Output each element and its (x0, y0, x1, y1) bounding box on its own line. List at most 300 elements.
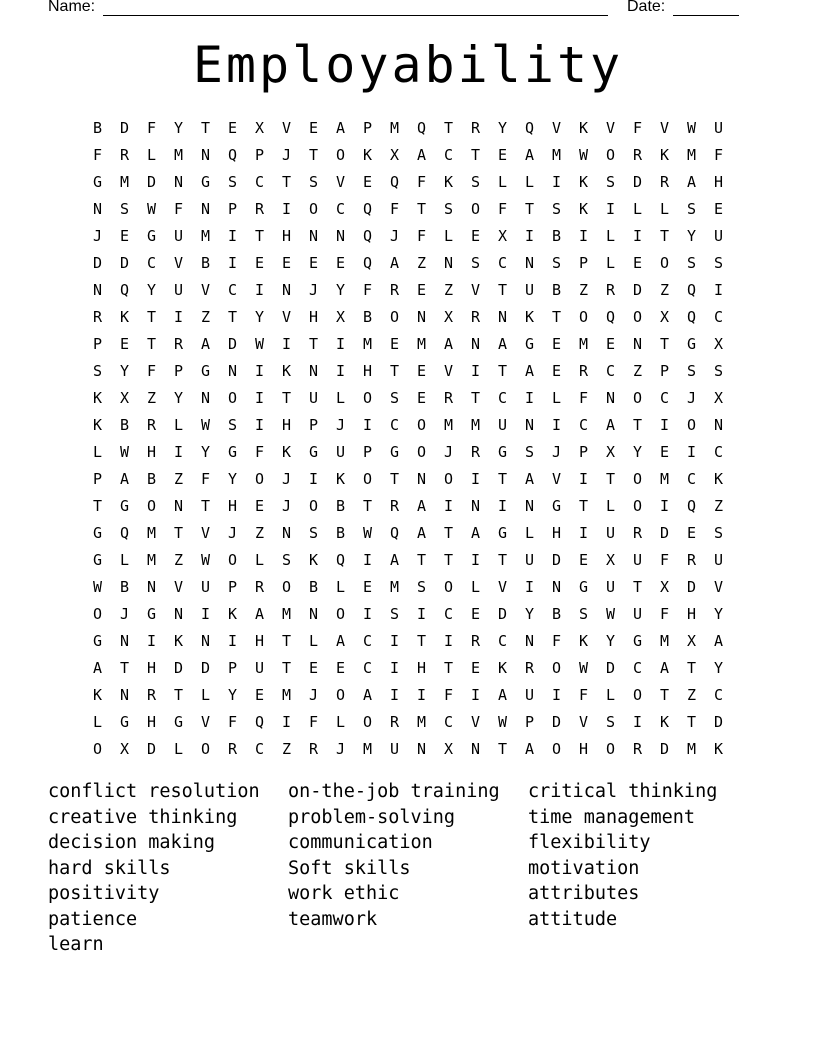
grid-row (84, 357, 732, 384)
grid-letter: A (335, 631, 346, 650)
grid-letter: F (254, 442, 265, 461)
grid-letter: H (146, 442, 157, 461)
grid-row (84, 141, 732, 168)
grid-letter: Q (389, 172, 400, 191)
grid-letter: Q (254, 712, 265, 731)
grid-letter: F (227, 712, 238, 731)
grid-letter: I (173, 307, 184, 326)
grid-letter: O (92, 604, 103, 623)
grid-letter: R (146, 415, 157, 434)
grid-letter: N (92, 199, 103, 218)
grid-letter: I (632, 712, 643, 731)
grid-letter: R (605, 280, 616, 299)
grid-letter: I (281, 712, 292, 731)
grid-letter: F (659, 550, 670, 569)
grid-letter: L (335, 388, 346, 407)
grid-letter: H (308, 307, 319, 326)
grid-letter: W (119, 442, 130, 461)
grid-letter: Y (200, 442, 211, 461)
grid-letter: A (254, 604, 265, 623)
grid-letter: F (92, 145, 103, 164)
grid-letter: W (362, 523, 373, 542)
grid-letter: L (92, 442, 103, 461)
grid-letter: D (146, 172, 157, 191)
grid-letter: I (470, 685, 481, 704)
grid-letter: I (443, 631, 454, 650)
grid-letter: D (119, 118, 130, 137)
grid-letter: I (686, 442, 697, 461)
grid-letter: N (713, 415, 724, 434)
grid-letter: S (686, 253, 697, 272)
grid-letter: D (659, 523, 670, 542)
grid-letter: O (308, 199, 319, 218)
grid-letter: S (686, 361, 697, 380)
grid-letter: T (524, 199, 535, 218)
grid-letter: H (362, 361, 373, 380)
grid-letter: L (605, 685, 616, 704)
grid-letter: M (389, 118, 400, 137)
grid-letter: U (200, 577, 211, 596)
grid-letter: Z (254, 523, 265, 542)
grid-letter: H (686, 604, 697, 623)
grid-letter: L (470, 577, 481, 596)
grid-letter: M (146, 550, 157, 569)
grid-letter: I (416, 604, 427, 623)
grid-letter: E (497, 145, 508, 164)
grid-letter: O (335, 604, 346, 623)
grid-letter: R (227, 739, 238, 758)
grid-row (84, 438, 732, 465)
grid-letter: R (470, 442, 481, 461)
grid-letter: Q (119, 280, 130, 299)
grid-letter: D (659, 739, 670, 758)
grid-letter: T (686, 658, 697, 677)
grid-row (84, 168, 732, 195)
grid-letter: O (362, 388, 373, 407)
grid-letter: H (254, 631, 265, 650)
grid-letter: R (119, 145, 130, 164)
grid-letter: D (200, 658, 211, 677)
grid-letter: I (470, 469, 481, 488)
grid-letter: U (254, 658, 265, 677)
grid-letter: T (308, 145, 319, 164)
grid-letter: N (335, 226, 346, 245)
grid-letter: U (713, 226, 724, 245)
grid-letter: V (497, 577, 508, 596)
grid-letter: T (227, 307, 238, 326)
grid-letter: O (632, 469, 643, 488)
grid-letter: W (686, 118, 697, 137)
grid-letter: E (254, 253, 265, 272)
grid-row (84, 195, 732, 222)
grid-letter: V (659, 118, 670, 137)
grid-letter: I (578, 226, 589, 245)
grid-letter: E (254, 496, 265, 515)
grid-letter: O (416, 415, 427, 434)
grid-letter: U (524, 550, 535, 569)
grid-letter: K (92, 388, 103, 407)
grid-letter: F (713, 145, 724, 164)
grid-letter: G (146, 226, 157, 245)
grid-letter: E (362, 577, 373, 596)
grid-letter: K (281, 442, 292, 461)
grid-letter: Z (173, 469, 184, 488)
grid-letter: N (443, 253, 454, 272)
grid-letter: J (227, 523, 238, 542)
grid-letter: H (551, 523, 562, 542)
grid-letter: R (389, 712, 400, 731)
grid-letter: N (524, 496, 535, 515)
grid-letter: N (227, 361, 238, 380)
grid-letter: H (227, 496, 238, 515)
grid-letter: T (200, 118, 211, 137)
grid-letter: T (497, 469, 508, 488)
grid-letter: E (605, 334, 616, 353)
grid-letter: I (362, 550, 373, 569)
grid-letter: S (227, 415, 238, 434)
grid-letter: I (146, 631, 157, 650)
grid-letter: I (551, 172, 562, 191)
grid-letter: C (254, 172, 265, 191)
word-bank-item: attributes (528, 883, 640, 904)
grid-letter: Z (686, 685, 697, 704)
grid-letter: B (119, 577, 130, 596)
grid-letter: T (362, 496, 373, 515)
grid-letter: O (605, 145, 616, 164)
grid-letter: S (551, 253, 562, 272)
grid-letter: N (524, 415, 535, 434)
grid-letter: C (713, 442, 724, 461)
grid-letter: L (524, 523, 535, 542)
grid-letter: C (254, 739, 265, 758)
grid-letter: G (200, 361, 211, 380)
word-bank-item: time management (528, 806, 696, 828)
grid-letter: F (416, 172, 427, 191)
grid-letter: O (443, 469, 454, 488)
word-bank-item: hard skills (48, 857, 171, 879)
grid-letter: M (443, 415, 454, 434)
grid-letter: I (389, 685, 400, 704)
grid-letter: N (173, 172, 184, 191)
grid-letter: Q (227, 145, 238, 164)
grid-letter: E (308, 658, 319, 677)
grid-letter: T (146, 307, 157, 326)
grid-letter: U (173, 226, 184, 245)
grid-letter: O (308, 496, 319, 515)
word-bank-item: attitude (528, 908, 618, 930)
grid-letter: O (578, 307, 589, 326)
grid-letter: Y (146, 280, 157, 299)
grid-letter: D (713, 712, 724, 731)
grid-letter: I (443, 496, 454, 515)
word-bank (48, 779, 768, 958)
grid-letter: C (686, 469, 697, 488)
grid-letter: E (551, 334, 562, 353)
grid-letter: J (92, 226, 103, 245)
grid-letter: C (443, 712, 454, 731)
grid-letter: T (416, 550, 427, 569)
grid-letter: I (578, 523, 589, 542)
grid-letter: X (254, 118, 265, 137)
grid-letter: I (524, 388, 535, 407)
header (48, 0, 748, 20)
grid-letter: V (281, 118, 292, 137)
grid-letter: B (92, 118, 103, 137)
grid-letter: Z (173, 550, 184, 569)
grid-letter: V (443, 361, 454, 380)
grid-letter: F (578, 388, 589, 407)
grid-letter: S (308, 523, 319, 542)
grid-letter: D (551, 712, 562, 731)
grid-letter: F (659, 604, 670, 623)
grid-letter: J (686, 388, 697, 407)
grid-letter: Q (686, 496, 697, 515)
grid-letter: I (227, 226, 238, 245)
grid-letter: K (578, 199, 589, 218)
grid-letter: O (281, 577, 292, 596)
grid-letter: E (389, 334, 400, 353)
grid-letter: J (335, 739, 346, 758)
grid-row (84, 627, 732, 654)
word-bank-item: creative thinking (48, 806, 238, 828)
grid-letter: L (335, 577, 346, 596)
grid-letter: U (389, 739, 400, 758)
grid-letter: R (578, 361, 589, 380)
grid-letter: V (551, 469, 562, 488)
grid-letter: P (92, 334, 103, 353)
grid-row (84, 600, 732, 627)
grid-letter: S (686, 199, 697, 218)
grid-row (84, 546, 732, 573)
grid-letter: K (578, 172, 589, 191)
grid-letter: I (605, 199, 616, 218)
grid-letter: N (146, 577, 157, 596)
grid-letter: S (389, 388, 400, 407)
grid-letter: N (416, 307, 427, 326)
grid-row (84, 573, 732, 600)
grid-letter: R (254, 199, 265, 218)
grid-letter: G (578, 577, 589, 596)
grid-letter: R (308, 739, 319, 758)
grid-letter: W (200, 550, 211, 569)
grid-letter: O (443, 577, 454, 596)
grid-letter: G (551, 496, 562, 515)
grid-letter: F (578, 685, 589, 704)
grid-letter: T (119, 658, 130, 677)
grid-letter: I (524, 577, 535, 596)
grid-letter: A (200, 334, 211, 353)
grid-letter: D (146, 739, 157, 758)
grid-letter: T (632, 577, 643, 596)
grid-letter: H (281, 226, 292, 245)
grid-letter: L (497, 172, 508, 191)
grid-letter: M (686, 145, 697, 164)
grid-letter: Z (281, 739, 292, 758)
grid-letter: W (146, 199, 157, 218)
word-bank-item: on-the-job training (288, 781, 500, 802)
grid-letter: A (524, 739, 535, 758)
grid-letter: A (92, 658, 103, 677)
word-search-grid (84, 114, 732, 762)
grid-letter: T (659, 334, 670, 353)
grid-letter: N (551, 577, 562, 596)
grid-letter: T (281, 388, 292, 407)
grid-letter: C (443, 145, 454, 164)
grid-letter: E (686, 523, 697, 542)
grid-letter: R (389, 496, 400, 515)
word-bank-column (48, 779, 288, 958)
date-blank-line[interactable] (673, 15, 739, 16)
grid-letter: W (92, 577, 103, 596)
grid-letter: L (632, 199, 643, 218)
grid-letter: A (119, 469, 130, 488)
grid-letter: O (335, 145, 346, 164)
grid-letter: K (713, 469, 724, 488)
grid-letter: T (254, 226, 265, 245)
grid-letter: T (497, 361, 508, 380)
grid-letter: M (200, 226, 211, 245)
word-bank-item: work ethic (288, 883, 400, 904)
grid-row (84, 654, 732, 681)
grid-letter: Y (335, 280, 346, 299)
grid-letter: J (308, 280, 319, 299)
grid-letter: O (335, 685, 346, 704)
grid-letter: L (605, 226, 616, 245)
grid-letter: K (92, 415, 103, 434)
grid-letter: I (713, 280, 724, 299)
grid-letter: O (227, 388, 238, 407)
grid-letter: O (362, 469, 373, 488)
grid-letter: O (227, 550, 238, 569)
grid-letter: L (146, 145, 157, 164)
grid-letter: R (146, 685, 157, 704)
grid-letter: U (335, 442, 346, 461)
grid-letter: O (389, 307, 400, 326)
grid-letter: V (173, 253, 184, 272)
grid-letter: I (173, 442, 184, 461)
grid-letter: N (173, 604, 184, 623)
grid-letter: T (497, 550, 508, 569)
grid-letter: U (605, 523, 616, 542)
grid-row (84, 492, 732, 519)
grid-letter: N (200, 631, 211, 650)
grid-letter: E (551, 361, 562, 380)
grid-letter: D (92, 253, 103, 272)
grid-letter: D (605, 658, 616, 677)
grid-letter: Y (173, 388, 184, 407)
grid-letter: L (254, 550, 265, 569)
grid-letter: I (497, 496, 508, 515)
grid-letter: F (416, 226, 427, 245)
grid-letter: O (200, 739, 211, 758)
grid-letter: Q (605, 307, 616, 326)
grid-letter: G (389, 442, 400, 461)
grid-row (84, 222, 732, 249)
grid-letter: X (713, 334, 724, 353)
grid-letter: N (281, 280, 292, 299)
name-blank-line[interactable] (103, 15, 608, 16)
grid-letter: Y (632, 442, 643, 461)
grid-letter: N (632, 334, 643, 353)
word-bank-item: positivity (48, 883, 160, 904)
grid-letter: E (416, 388, 427, 407)
grid-letter: I (254, 280, 265, 299)
grid-letter: G (227, 442, 238, 461)
grid-letter: I (335, 334, 346, 353)
grid-letter: V (335, 172, 346, 191)
grid-letter: B (146, 469, 157, 488)
grid-letter: Z (146, 388, 157, 407)
grid-row (84, 249, 732, 276)
grid-letter: L (92, 712, 103, 731)
grid-letter: L (605, 253, 616, 272)
grid-row (84, 681, 732, 708)
grid-letter: G (173, 712, 184, 731)
grid-row (84, 519, 732, 546)
grid-letter: H (146, 658, 157, 677)
grid-letter: U (632, 604, 643, 623)
grid-letter: E (470, 658, 481, 677)
grid-letter: N (200, 145, 211, 164)
grid-letter: X (119, 388, 130, 407)
grid-row (84, 330, 732, 357)
grid-letter: M (470, 415, 481, 434)
grid-letter: T (578, 496, 589, 515)
grid-letter: Q (362, 226, 373, 245)
grid-letter: W (578, 145, 589, 164)
grid-letter: S (470, 253, 481, 272)
grid-letter: R (470, 631, 481, 650)
grid-letter: T (389, 469, 400, 488)
grid-letter: S (281, 550, 292, 569)
grid-letter: P (173, 361, 184, 380)
grid-letter: C (497, 631, 508, 650)
grid-letter: R (173, 334, 184, 353)
grid-letter: N (524, 631, 535, 650)
grid-letter: R (254, 577, 265, 596)
grid-letter: E (308, 253, 319, 272)
grid-letter: N (308, 226, 319, 245)
grid-letter: R (470, 118, 481, 137)
grid-letter: K (227, 604, 238, 623)
grid-letter: O (551, 739, 562, 758)
grid-letter: O (632, 307, 643, 326)
grid-letter: I (659, 415, 670, 434)
word-bank-item: decision making (48, 832, 216, 853)
grid-letter: E (632, 253, 643, 272)
grid-letter: Y (713, 658, 724, 677)
grid-letter: C (632, 658, 643, 677)
grid-letter: V (713, 577, 724, 596)
grid-letter: I (200, 604, 211, 623)
grid-letter: C (713, 685, 724, 704)
grid-letter: D (551, 550, 562, 569)
grid-letter: J (443, 442, 454, 461)
grid-letter: T (605, 469, 616, 488)
grid-letter: B (200, 253, 211, 272)
grid-letter: C (335, 199, 346, 218)
grid-letter: X (686, 631, 697, 650)
grid-letter: X (605, 442, 616, 461)
grid-letter: G (308, 442, 319, 461)
grid-letter: T (551, 307, 562, 326)
name-label: Name: (48, 0, 96, 15)
grid-letter: G (119, 712, 130, 731)
grid-letter: K (173, 631, 184, 650)
grid-letter: T (470, 388, 481, 407)
grid-letter: P (92, 469, 103, 488)
grid-letter: I (578, 469, 589, 488)
